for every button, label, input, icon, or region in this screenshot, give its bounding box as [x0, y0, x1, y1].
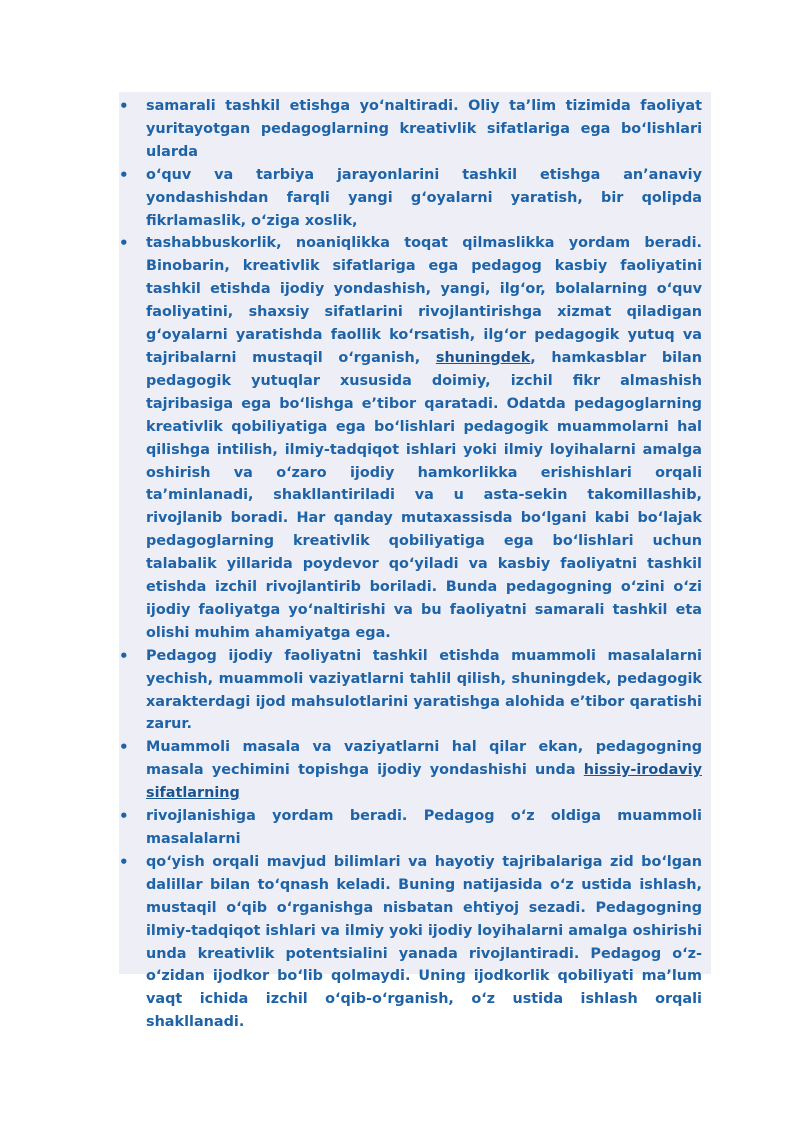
bullet-item-3 [119, 232, 702, 644]
hyperlink-shuningdek[interactable]: shuningdek [435, 349, 531, 366]
bullet-item-1 [119, 95, 702, 164]
bullet-text: o‘quv va tarbiya jarayonlarini tashkil etishga an’anaviy yondashishdan farqli yangi g‘oyalarni yaratish, bir qolipda fikrlamaslik, o‘ziga xoslik, [146, 166, 702, 229]
bullet-text: qo‘yish orqali mavjud bilimlari va hayotiy tajribalariga zid bo‘lgan dalillar bilan to‘qnash keladi. Buning natijasida o‘z ustida ishlash, mustaqil o‘qib o‘rganishga nisbatan ehtiyoj sezadi. Pedagogning ilmiy-tadqiqot ishlari va ilmiy yoki ijodiy loyihalarni amalga oshirishi unda kreativlik potentsialini yanada rivojlantiradi. Pedagog o‘z-o‘zidan ijodkor bo‘lib qolmaydi. Uning ijodkorlik qobiliyati ma’lum vaqt ichida izchil o‘qib-o‘rganish, o‘z ustida ishlash orqali shakllanadi. [146, 853, 703, 1031]
bullet-list [119, 95, 702, 1034]
bullet-text: samarali tashkil etishga yo‘naltiradi. Oliy ta’lim tizimida faoliyat yuritayotgan pedagoglarning kreativlik sifatlariga ega bo‘lishlari ularda [146, 98, 702, 160]
bullet-item-5 [119, 736, 702, 805]
bullet-text: Pedagog ijodiy faoliyatni tashkil etishda muammoli masalalarni yechish, muammoli vaziyatlarni tahlil qilish, shuningdek, pedagogik xarakterdagi ijod mahsulotlarini yaratishga alohida e’tibor qaratishi zarur. [146, 647, 702, 733]
bullet-text: tashabbuskorlik, noaniqlikka toqat qilmaslikka yordam beradi. Binobarin, kreativlik sifatlariga ega pedagog kasbiy faoliyatini tashkil etishda ijodiy yondashish, yangi, ilg‘or, bolalarning o‘quv faoliyatini, shaxsiy sifatlarini rivojlantirishga xizmat qiladigan g‘oyalarni yaratishda faollik ko‘rsatish, ilg‘or pedagogik yutuq va tajribalarni mustaqil o‘rganish, [146, 235, 702, 366]
bullet-item-7 [119, 851, 702, 1034]
bullet-item-6 [119, 805, 702, 851]
bullet-item-4 [119, 645, 702, 737]
bullet-text: rivojlanishiga yordam beradi. Pedagog o‘z oldiga muammoli masalalarni [146, 808, 702, 847]
bullet-item-2 [119, 164, 702, 233]
hyperlink-hissiy-irodaviy[interactable]: hissiy-irodaviy sifatlarning [146, 762, 702, 802]
bullet-text: , hamkasblar bilan pedagogik yutuqlar xususida doimiy, izchil fikr almashish tajribasiga ega bo‘lishga e’tibor qaratadi. Odatda pedagoglarning kreativlik qobiliyatiga ega bo‘lishlari pedagogik muammolarni hal qilishga intilish, ilmiy-tadqiqot ishlari yoki ilmiy loyihalarni amalga oshirish va o‘zaro ijodiy hamkorlikka erishishlari orqali ta’minlanadi, shakllantiriladi va u asta-sekin takomillashib, rivojlanib boradi. Har qanday mutaxassisda bo‘lgani kabi bo‘lajak pedagoglarning kreativlik qobiliyatiga ega bo‘lishlari uchun talabalik yillarida poydevor qo‘yiladi va kasbiy faoliyatni tashkil etishda izchil rivojlantirib boriladi. Bunda pedagogning o‘zini o‘zi ijodiy faoliyatga yo‘naltirishi va bu faoliyatni samarali tashkil eta olishi muhim ahamiyatga ega. [146, 349, 702, 641]
bullet-text: Muammoli masala va vaziyatlarni hal qilar ekan, pedagogning masala yechimini topishga ijodiy yondashishi unda [146, 739, 702, 779]
